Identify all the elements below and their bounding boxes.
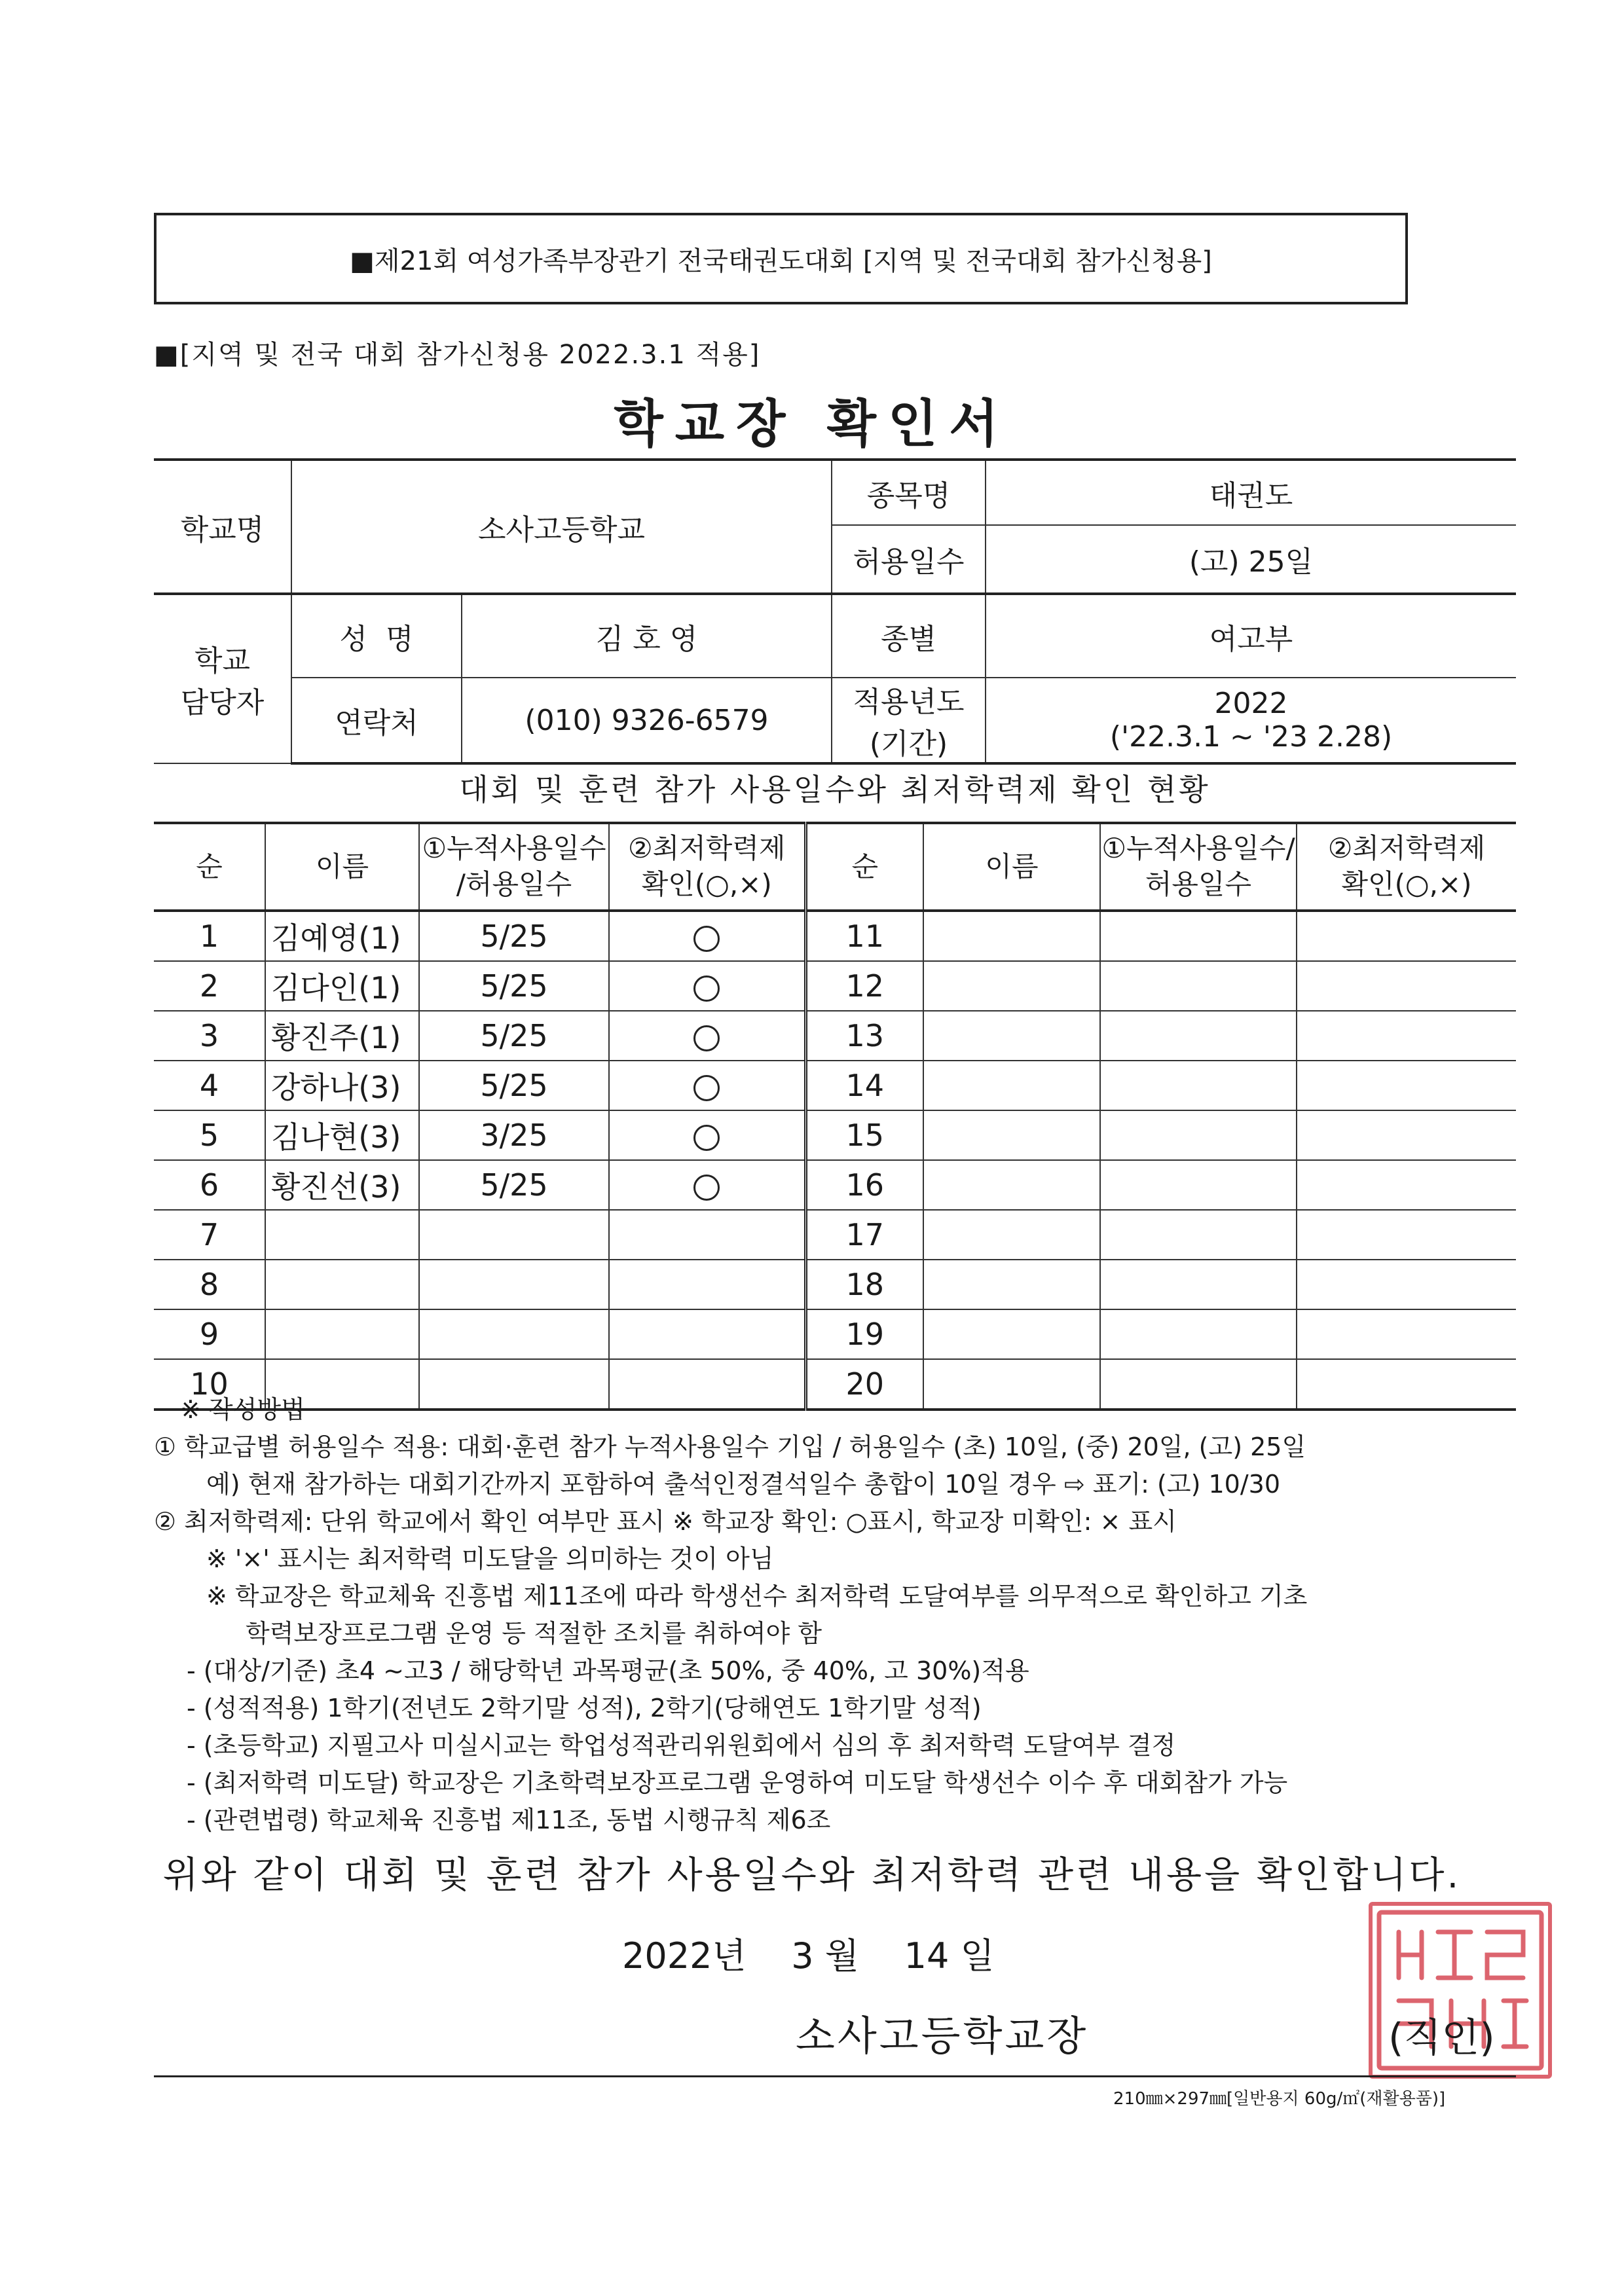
header-confirm-right-line1: ②최저학력제 — [1327, 832, 1486, 865]
academic-confirm — [609, 1061, 805, 1110]
application-year-value — [986, 678, 1516, 763]
instruction-line: ② 최저학력제: 단위 학교에서 확인 여부만 표시 ※ 학교장 확인: ○표시, 학교장 미확인: × 표시 — [154, 1507, 1177, 1536]
contact-value: (010) 9326-6579 — [462, 678, 832, 763]
instructions-block — [154, 1391, 1542, 1839]
school-name-value: 소사고등학교 — [291, 460, 832, 594]
row-no: 17 — [805, 1210, 923, 1260]
athlete-name: 김나현(3) — [265, 1110, 419, 1160]
days-used — [1100, 1260, 1297, 1309]
category-label: 종별 — [832, 594, 986, 678]
days-used — [1100, 961, 1297, 1011]
days-used — [419, 1210, 609, 1260]
instruction-line: 학력보장프로그램 운영 등 적절한 조치를 취하여야 함 — [246, 1619, 822, 1648]
days-used: 5/25 — [419, 1160, 609, 1210]
date-month: 3 월 — [791, 1935, 859, 1977]
principal-signature: 소사고등학교장 — [796, 2012, 1089, 2060]
instruction-line: - (대상/기준) 초4 ~고3 / 해당학년 과목평균(초 50%, 중 40%, 고 30%)적용 — [187, 1656, 1029, 1685]
footer-divider — [154, 2075, 1516, 2077]
instruction-line: ※ '×' 표시는 최저학력 미도달을 의미하는 것이 아님 — [206, 1544, 774, 1573]
academic-confirm — [1297, 1011, 1516, 1061]
academic-confirm — [1297, 1110, 1516, 1160]
athlete-name — [265, 1260, 419, 1309]
manager-label-line2: 담당자 — [180, 686, 265, 720]
days-used — [1100, 1309, 1297, 1359]
instruction-line: ※ 작성방법 — [180, 1395, 305, 1424]
header-confirm-line2: 확인(○,×) — [641, 868, 772, 900]
athlete-name — [923, 1160, 1100, 1210]
row-no: 16 — [805, 1160, 923, 1210]
athlete-name — [923, 1011, 1100, 1061]
table-row — [154, 911, 1516, 961]
seal-placeholder-text: (직인) — [1388, 2015, 1495, 2061]
academic-confirm — [1297, 911, 1516, 961]
row-no: 14 — [805, 1061, 923, 1110]
row-no: 1 — [154, 911, 265, 961]
row-no: 13 — [805, 1011, 923, 1061]
table-row — [154, 1011, 1516, 1061]
instruction-line: - (초등학교) 지필고사 미실시교는 학업성적관리위원회에서 심의 후 최저학력 도달여부 결정 — [187, 1731, 1176, 1760]
athlete-name — [265, 1210, 419, 1260]
header-no-left: 순 — [154, 823, 265, 911]
athlete-name: 황진선(3) — [265, 1160, 419, 1210]
row-no: 6 — [154, 1160, 265, 1210]
instruction-line: - (최저학력 미도달) 학교장은 기초학력보장프로그램 운영하여 미도달 학생선수 이수 후 대회참가 가능 — [187, 1768, 1288, 1797]
athlete-name: 김예영(1) — [265, 911, 419, 961]
confirm-circle-icon — [693, 1175, 720, 1201]
sport-label: 종목명 — [832, 460, 986, 525]
days-used — [419, 1260, 609, 1309]
athlete-name — [265, 1309, 419, 1359]
header-confirm-left — [609, 823, 805, 911]
days-used — [1100, 911, 1297, 961]
academic-confirm — [1297, 961, 1516, 1011]
days-used: 5/25 — [419, 1061, 609, 1110]
header-no-right: 순 — [805, 823, 923, 911]
days-used — [1100, 1210, 1297, 1260]
confirm-circle-icon — [693, 926, 720, 952]
row-no: 10 — [154, 1359, 265, 1410]
academic-confirm — [609, 1011, 805, 1061]
category-value: 여고부 — [986, 594, 1516, 678]
days-used: 5/25 — [419, 1011, 609, 1061]
academic-confirm — [1297, 1061, 1516, 1110]
header-days-right-line2: 허용일수 — [1145, 868, 1252, 900]
year-value-line2: ('22.3.1 ~ '23 2.28) — [1109, 720, 1393, 754]
allowed-days-label: 허용일수 — [832, 525, 986, 594]
athlete-name: 황진주(1) — [265, 1011, 419, 1061]
academic-confirm — [1297, 1260, 1516, 1309]
instruction-line: ① 학교급별 허용일수 적용: 대회·훈련 참가 누적사용일수 기입 / 허용일수 (초) 10일, (중) 20일, (고) 25일 — [154, 1432, 1306, 1461]
school-info-table — [154, 458, 1516, 765]
days-used — [1100, 1110, 1297, 1160]
document-title: 학교장 확인서 — [614, 395, 1010, 454]
table-row — [154, 1309, 1516, 1359]
instruction-line: ※ 학교장은 학교체육 진흥법 제11조에 따라 학생선수 최저학력 도달여부를 의무적으로 확인하고 기초 — [206, 1582, 1308, 1611]
athlete-name — [923, 1309, 1100, 1359]
manager-name-label: 성 명 — [291, 594, 462, 678]
row-no: 11 — [805, 911, 923, 961]
header-days-right-line1: ①누적사용일수/ — [1101, 832, 1295, 865]
confirm-circle-icon — [693, 1125, 720, 1151]
instruction-line: - (성적적용) 1학기(전년도 2학기말 성적), 2학기(당해연도 1학기말 성적) — [187, 1694, 982, 1722]
header-confirm-line1: ②최저학력제 — [627, 832, 786, 865]
academic-confirm — [609, 1210, 805, 1260]
academic-confirm — [609, 1260, 805, 1309]
row-no: 9 — [154, 1309, 265, 1359]
academic-confirm — [609, 1110, 805, 1160]
competition-banner — [154, 213, 1408, 304]
athlete-name — [923, 1110, 1100, 1160]
header-name-right: 이름 — [923, 823, 1100, 911]
allowed-days-value: (고) 25일 — [986, 525, 1516, 594]
academic-confirm — [1297, 1210, 1516, 1260]
table-row — [154, 961, 1516, 1011]
athlete-name — [923, 1061, 1100, 1110]
table-row — [154, 1160, 1516, 1210]
instruction-line: 예) 현재 참가하는 대회기간까지 포함하여 출석인정결석일수 총합이 10일 경우 ⇨ 표기: (고) 10/30 — [206, 1470, 1281, 1499]
confirm-circle-icon — [693, 1075, 720, 1101]
year-label-line1: 적용년도 — [853, 685, 965, 719]
days-used — [419, 1309, 609, 1359]
header-days-left — [419, 823, 609, 911]
athlete-name — [923, 961, 1100, 1011]
header-confirm-right-line2: 확인(○,×) — [1341, 868, 1472, 900]
table-row — [154, 1061, 1516, 1110]
manager-label-line1: 학교 — [194, 644, 250, 678]
banner-text: ■제21회 여성가족부장관기 전국태권도대회 [지역 및 전국대회 참가신청용] — [350, 246, 1212, 276]
row-no: 20 — [805, 1359, 923, 1410]
header-confirm-right — [1297, 823, 1516, 911]
athlete-name — [923, 911, 1100, 961]
confirm-circle-icon — [693, 1025, 720, 1051]
issue-date — [622, 1928, 995, 1978]
table-row — [154, 1110, 1516, 1160]
academic-confirm — [609, 1309, 805, 1359]
manager-label — [154, 594, 291, 763]
application-year-label — [832, 678, 986, 763]
academic-confirm — [609, 1160, 805, 1210]
days-used: 3/25 — [419, 1110, 609, 1160]
days-used — [1100, 1061, 1297, 1110]
row-no: 4 — [154, 1061, 265, 1110]
year-label-line2: (기간) — [869, 727, 948, 761]
instruction-line: - (관련법령) 학교체육 진흥법 제11조, 동법 시행규칙 제6조 — [187, 1806, 831, 1834]
row-no: 12 — [805, 961, 923, 1011]
row-no: 7 — [154, 1210, 265, 1260]
athlete-name — [923, 1210, 1100, 1260]
days-used: 5/25 — [419, 911, 609, 961]
days-used — [1100, 1011, 1297, 1061]
header-name-left: 이름 — [265, 823, 419, 911]
athlete-name: 강하나(3) — [265, 1061, 419, 1110]
row-no: 19 — [805, 1309, 923, 1359]
table-row — [154, 1260, 1516, 1309]
confirmation-statement: 위와 같이 대회 및 훈련 참가 사용일수와 최저학력 관련 내용을 확인합니다. — [162, 1854, 1462, 1897]
row-no: 3 — [154, 1011, 265, 1061]
year-value-line1: 2022 — [1214, 687, 1288, 720]
manager-name-value: 김 호 영 — [462, 594, 832, 678]
days-used — [1100, 1160, 1297, 1210]
contact-label: 연락처 — [291, 678, 462, 763]
paper-spec-note: 210㎜×297㎜[일반용지 60g/㎡(재활용품)] — [1113, 2089, 1446, 2109]
row-no: 15 — [805, 1110, 923, 1160]
sport-value: 태권도 — [986, 460, 1516, 525]
athlete-name — [923, 1260, 1100, 1309]
school-name-label: 학교명 — [154, 460, 291, 594]
academic-confirm — [1297, 1160, 1516, 1210]
row-no: 5 — [154, 1110, 265, 1160]
athlete-name: 김다인(1) — [265, 961, 419, 1011]
header-days-line1: ①누적사용일수 — [422, 832, 606, 865]
row-no: 2 — [154, 961, 265, 1011]
status-heading: 대회 및 훈련 참가 사용일수와 최저학력제 확인 현황 — [459, 772, 1211, 807]
academic-confirm — [1297, 1309, 1516, 1359]
row-no: 18 — [805, 1260, 923, 1309]
date-year: 2022년 — [622, 1935, 747, 1977]
confirm-circle-icon — [693, 975, 720, 1002]
date-day: 14 일 — [904, 1935, 995, 1977]
header-days-line2: /허용일수 — [456, 868, 572, 900]
days-used: 5/25 — [419, 961, 609, 1011]
form-subheading: ■[지역 및 전국 대회 참가신청용 2022.3.1 적용] — [154, 340, 761, 370]
header-days-right — [1100, 823, 1297, 911]
academic-confirm — [609, 961, 805, 1011]
academic-confirm — [609, 911, 805, 961]
table-row — [154, 1210, 1516, 1260]
row-no: 8 — [154, 1260, 265, 1309]
participants-table — [154, 822, 1516, 1411]
